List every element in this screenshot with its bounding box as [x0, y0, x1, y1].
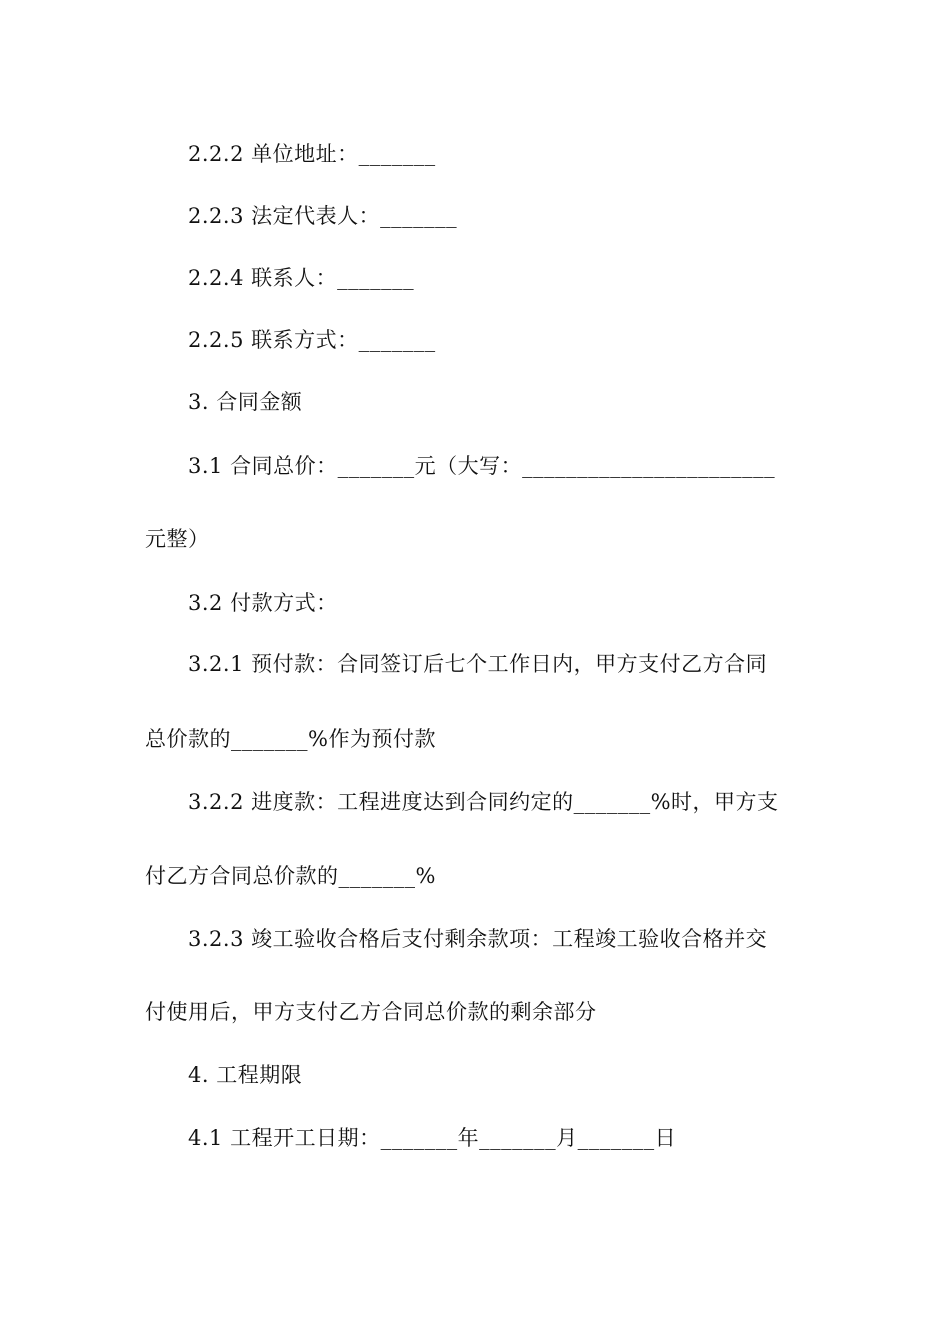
- section-4-heading: 4. 工程期限: [188, 1063, 303, 1087]
- clause-2-2-5-contact-method: 2.2.5 联系方式：_______: [188, 328, 436, 352]
- clause-3-2-3-final-payment: 3.2.3 竣工验收合格后支付剩余款项：工程竣工验收合格并交: [188, 927, 768, 951]
- clause-3-2-payment-method: 3.2 付款方式：: [188, 591, 338, 615]
- clause-3-2-1-continuation: 总价款的_______%作为预付款: [145, 727, 436, 751]
- clause-2-2-2-unit-address: 2.2.2 单位地址：_______: [188, 142, 436, 166]
- clause-3-2-2-progress-payment: 3.2.2 进度款：工程进度达到合同约定的_______%时，甲方支: [188, 790, 779, 814]
- clause-3-2-1-advance-payment: 3.2.1 预付款：合同签订后七个工作日内，甲方支付乙方合同: [188, 652, 768, 676]
- clause-3-1-continuation: 元整）: [145, 527, 210, 551]
- clause-3-2-2-continuation: 付乙方合同总价款的_______%: [145, 864, 436, 888]
- clause-2-2-4-contact-person: 2.2.4 联系人：_______: [188, 266, 415, 290]
- section-3-heading: 3. 合同金额: [188, 390, 303, 414]
- clause-4-1-start-date: 4.1 工程开工日期：_______年_______月_______日: [188, 1126, 677, 1150]
- clause-3-2-3-continuation: 付使用后，甲方支付乙方合同总价款的剩余部分: [145, 1000, 597, 1024]
- clause-2-2-3-legal-representative: 2.2.3 法定代表人：_______: [188, 204, 458, 228]
- clause-3-1-total-price: 3.1 合同总价：_______元（大写：_______________________: [188, 454, 776, 478]
